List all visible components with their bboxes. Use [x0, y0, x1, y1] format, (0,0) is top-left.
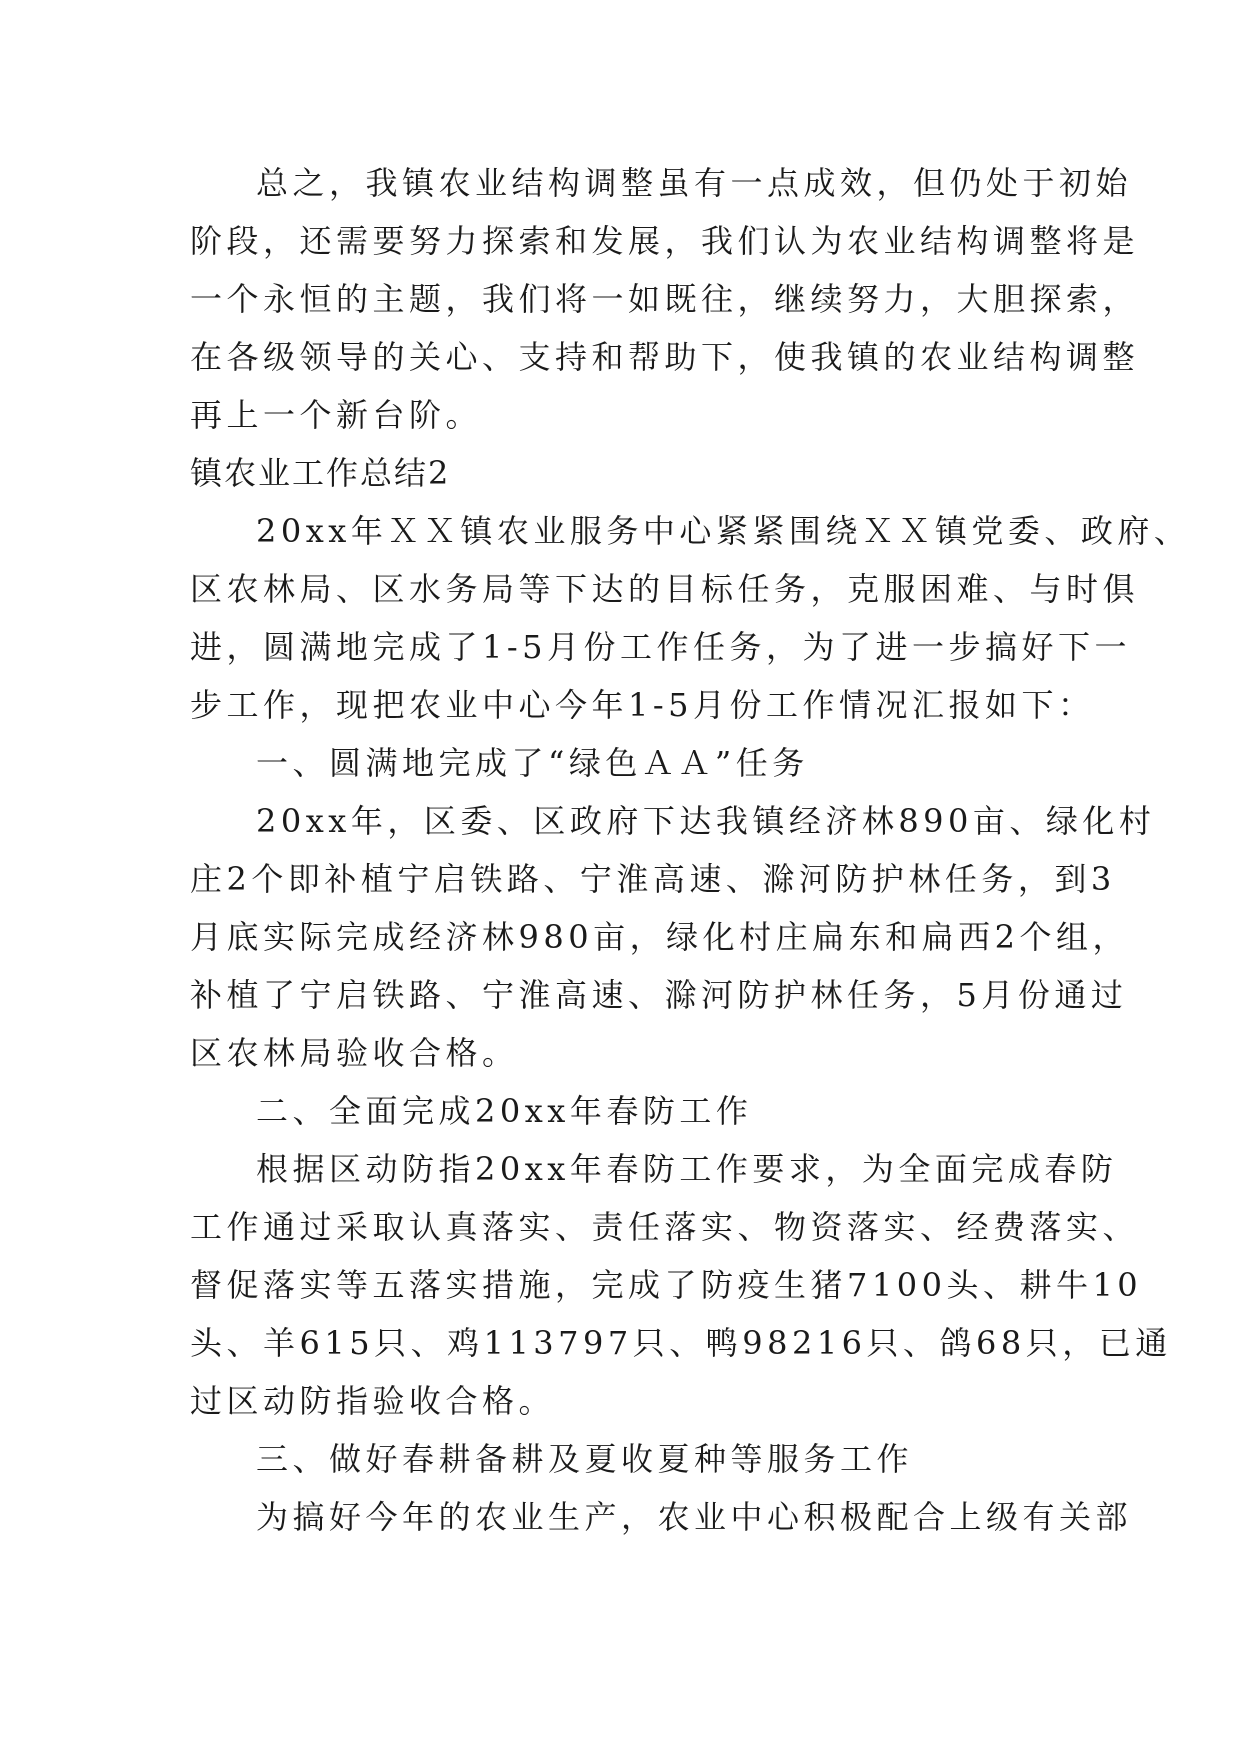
text-line: 总之，我镇农业结构调整虽有一点成效，但仍处于初始: [256, 164, 1133, 202]
document-body: [190, 154, 1191, 1546]
text-line: 阶段，还需要努力探索和发展，我们认为农业结构调整将是: [190, 222, 1140, 260]
text-line: 为搞好今年的农业生产，农业中心积极配合上级有关部: [256, 1498, 1133, 1536]
text-line: 庄2个即补植宁启铁路、宁淮高速、滁河防护林任务，到3: [190, 860, 1116, 898]
text-line: 区农林局验收合格。: [190, 1034, 519, 1072]
text-line: 工作通过采取认真落实、责任落实、物资落实、经费落实、: [190, 1208, 1140, 1246]
paragraph-farming-service: [190, 1488, 1133, 1546]
text-line: 20xx年，区委、区政府下达我镇经济林890亩、绿化村: [256, 802, 1156, 840]
text-line: 过区动防指验收合格。: [190, 1382, 556, 1420]
text-line: 区农林局、区水务局等下达的目标任务，克服困难、与时俱: [190, 570, 1140, 608]
text-line: 头、羊615只、鸡113797只、鸭98216只、鸽68只，已通: [190, 1324, 1172, 1362]
paragraph-spring-prevention: [190, 1140, 1172, 1430]
subheading-text: 二、全面完成20xx年春防工作: [256, 1092, 753, 1130]
subheading-3: [190, 1430, 1060, 1488]
document-heading: 镇农业工作总结2: [190, 454, 451, 492]
text-line: 进，圆满地完成了1-5月份工作任务，为了进一步搞好下一: [190, 628, 1132, 666]
paragraph-greening: [190, 792, 1156, 1082]
paragraph-intro: [190, 502, 1191, 734]
text-line: 20xx年ＸＸ镇农业服务中心紧紧围绕ＸＸ镇党委、政府、: [256, 512, 1191, 550]
text-line: 一个永恒的主题，我们将一如既往，继续努力，大胆探索，: [190, 280, 1140, 318]
subheading-text: 一、圆满地完成了“绿色ＡＡ”任务: [256, 744, 809, 782]
text-line: 步工作，现把农业中心今年1-5月份工作情况汇报如下：: [190, 686, 1095, 724]
text-line: 再上一个新台阶。: [190, 396, 483, 434]
subheading-2: [190, 1082, 1060, 1140]
text-line: 督促落实等五落实措施，完成了防疫生猪7100头、耕牛10: [190, 1266, 1143, 1304]
text-line: 月底实际完成经济林980亩，绿化村庄扁东和扁西2个组，: [190, 918, 1129, 956]
section-title: [190, 444, 1060, 502]
paragraph-conclusion: [190, 154, 1140, 444]
subheading-1: [190, 734, 1060, 792]
text-line: 补植了宁启铁路、宁淮高速、滁河防护林任务，5月份通过: [190, 976, 1128, 1014]
text-line: 在各级领导的关心、支持和帮助下，使我镇的农业结构调整: [190, 338, 1140, 376]
text-line: 根据区动防指20xx年春防工作要求，为全面完成春防: [256, 1150, 1118, 1188]
subheading-text: 三、做好春耕备耕及夏收夏种等服务工作: [256, 1440, 914, 1478]
